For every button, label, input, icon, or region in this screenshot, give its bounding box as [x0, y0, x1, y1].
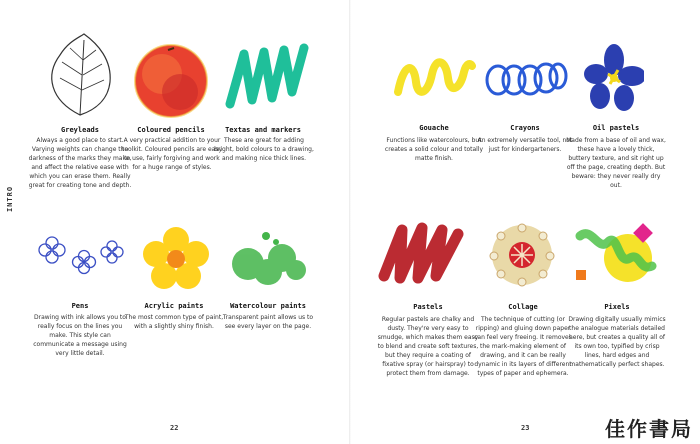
pixels-title: Pixels — [604, 303, 630, 311]
page-number-left: 22 — [170, 424, 179, 432]
crayons-title: Crayons — [510, 124, 540, 132]
oil-pastel-flower-illustration — [584, 44, 644, 112]
greyleads-text: Always a good place to start. Varying weights can change the darkness of the marks they make, and affect the relative ease with which you can erase them. Really great for creating tone and depth. — [28, 137, 132, 189]
coloured-pencil-apple-illustration — [130, 40, 212, 120]
page-number-right: 23 — [521, 424, 530, 432]
collage-biscuit-illustration — [488, 222, 556, 288]
coloured-pencils-text: A very practical addition to your toolkit. Coloured pencils are easy to use, fairly forgiving and work for a huge range of styles. — [121, 137, 223, 171]
publisher-logo: 佳作書局 — [605, 417, 693, 441]
pens-title: Pens — [71, 302, 89, 310]
marker-zigzag-illustration — [222, 42, 310, 112]
collage-text: The technique of cutting (or ripping) and gluing down paper can feel very freeing. It removes the mark-making element of drawing, and it can be really dynamic in its layers of different types of paper and ephemera. — [474, 316, 572, 377]
pastel-scribble-illustration — [378, 222, 464, 284]
textas-title: Textas and markers — [225, 126, 301, 134]
section-tab: INTRO — [6, 185, 14, 212]
acrylic-title: Acrylic paints — [144, 302, 204, 310]
pixels-text: Drawing digitally usually mimics the analogue materials detailed here, but creates a quality all of its own too, typified by crisp lines, hard edges and mathematically perfect shapes. — [568, 316, 666, 368]
watercolour-blobs-illustration — [226, 228, 310, 288]
greyleads-title: Greyleads — [61, 126, 99, 134]
pen-flowers-illustration — [36, 236, 126, 284]
gouache-text: Functions like watercolours, but creates a solid colour and totally matte finish. — [384, 137, 484, 162]
textas-text: These are great for adding bright, bold colours to a drawing, and making nice thick lines. — [214, 137, 314, 162]
pastels-text: Regular pastels are chalky and dusty. They're very easy to smudge, which makes them easy to blend and create soft textures, but they require a coating of fixative spray (or hairspray) to protect them from damage. — [377, 316, 479, 377]
page-gutter — [349, 0, 351, 444]
crayons-text: An extremely versatile tool, not just for kindergarteners. — [477, 137, 573, 153]
acrylic-text: The most common type of paint, with a slightly shiny finish. — [124, 314, 224, 330]
pens-text: Drawing with ink allows you to really focus on the lines you make. This style can communicate a message using very little detail. — [33, 314, 127, 357]
greylead-leaf-illustration — [40, 30, 120, 120]
gouache-title: Gouache — [419, 124, 449, 132]
crayon-loops-illustration — [484, 56, 568, 104]
watercolour-text: Transparent paint allows us to see every layer on the page. — [222, 314, 314, 330]
collage-title: Collage — [508, 303, 538, 311]
gouache-squiggle-illustration — [392, 52, 476, 102]
coloured-pencils-title: Coloured pencils — [137, 126, 205, 134]
pastels-title: Pastels — [413, 303, 443, 311]
oil-pastels-text: Made from a base of oil and wax, these have a lovely thick, buttery texture, and sit right up off the page, creating depth. But beware: they never really dry out. — [566, 137, 666, 189]
pixel-shapes-illustration — [574, 222, 664, 286]
acrylic-flower-illustration — [140, 226, 212, 292]
watercolour-title: Watercolour paints — [230, 302, 306, 310]
oil-pastels-title: Oil pastels — [592, 124, 640, 132]
